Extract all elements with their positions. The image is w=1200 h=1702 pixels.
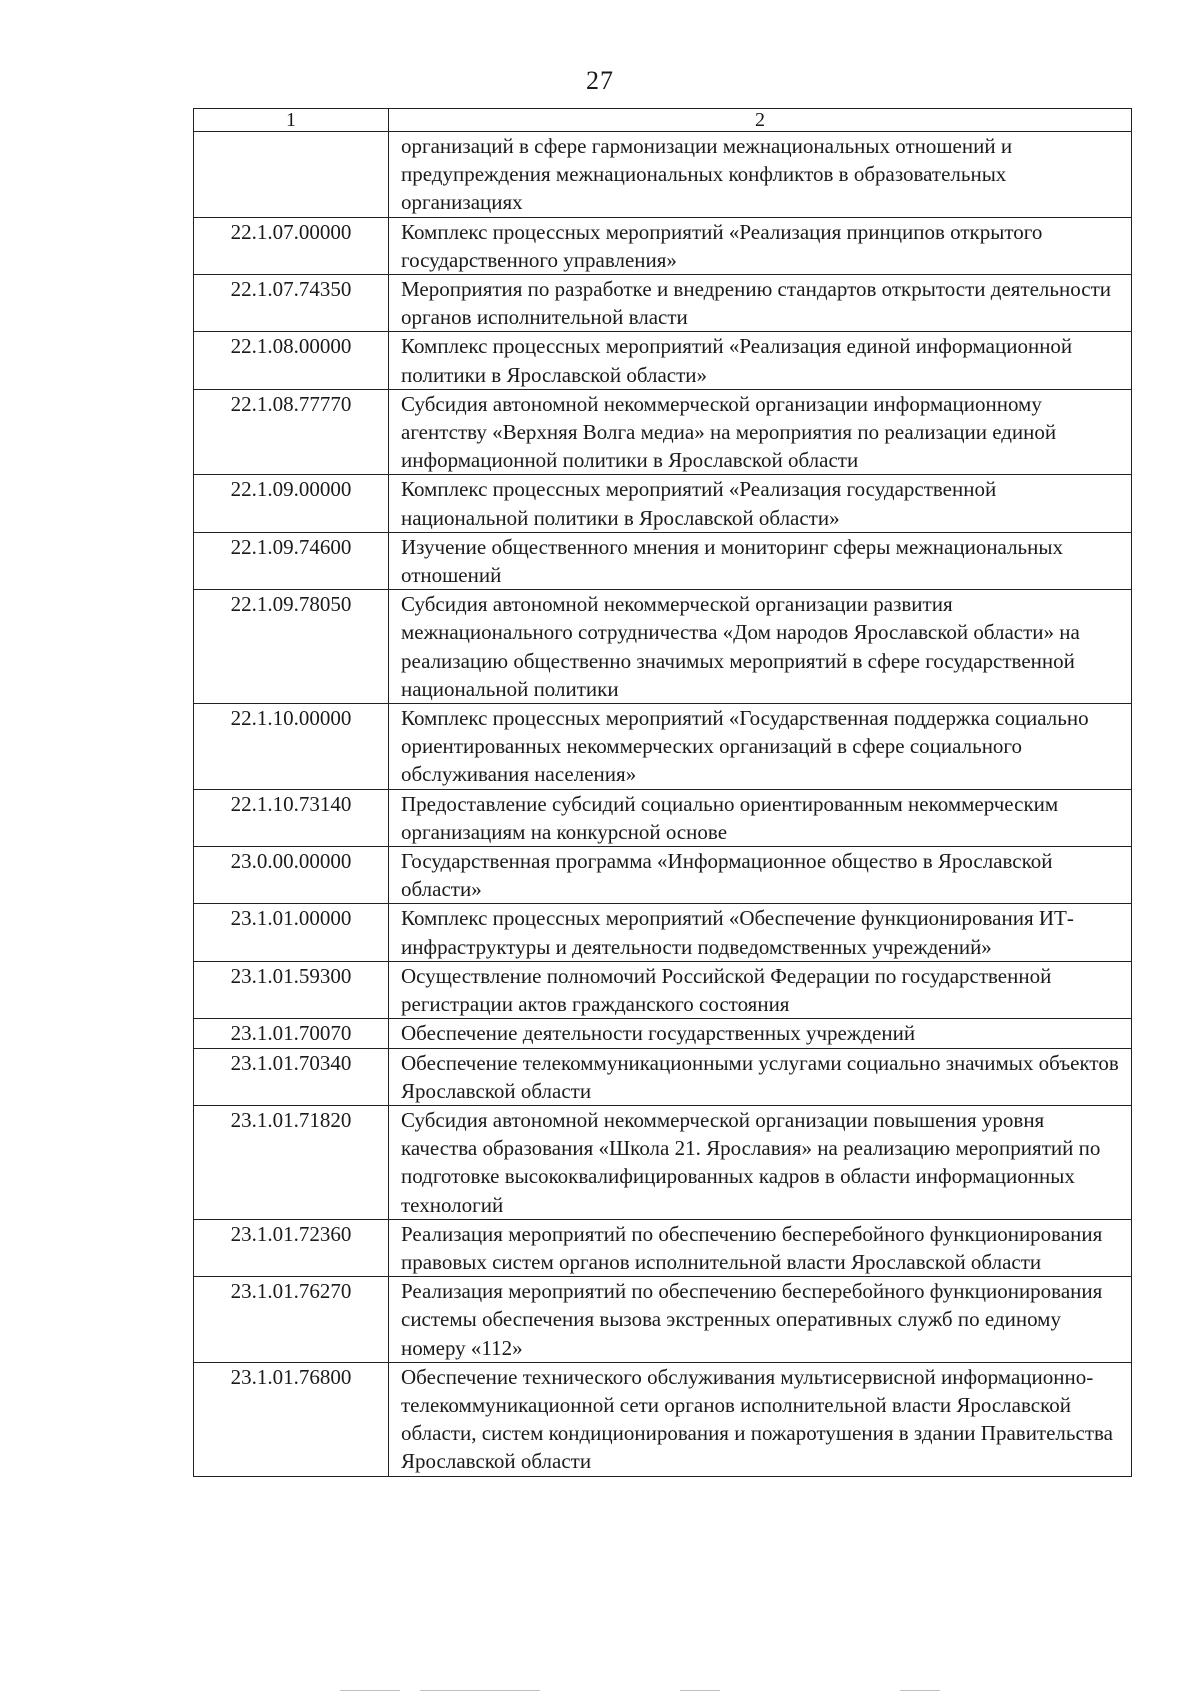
table-header-row	[194, 109, 1132, 132]
table-row	[194, 1105, 1132, 1219]
table-row	[194, 961, 1132, 1018]
row-code: 22.1.09.78050	[194, 590, 389, 704]
row-code: 23.1.01.72360	[194, 1219, 389, 1276]
row-description: Обеспечение деятельности государственных учреждений	[389, 1019, 1132, 1048]
budget-classification-table	[193, 108, 1132, 1477]
row-code: 23.1.01.71820	[194, 1105, 389, 1219]
row-description: Обеспечение технического обслуживания мультисервисной информационно-телекоммуникационной сети органов исполнительной власти Ярославской области, систем кондиционирования и пожаротушения в здании Правительства Ярославской области	[389, 1362, 1132, 1476]
table-row	[194, 132, 1132, 218]
row-code: 23.1.01.59300	[194, 961, 389, 1018]
row-description: Предоставление субсидий социально ориентированным некоммерческим организациям на конкурсной основе	[389, 789, 1132, 846]
row-description: Комплекс процессных мероприятий «Государственная поддержка социально ориентированных некоммерческих организаций в сфере социального обслуживания населения»	[389, 704, 1132, 790]
table-row	[194, 1019, 1132, 1048]
row-description: Мероприятия по разработке и внедрению стандартов открытости деятельности органов исполнительной власти	[389, 275, 1132, 332]
row-code: 22.1.10.00000	[194, 704, 389, 790]
scan-artifact	[340, 1690, 400, 1691]
row-description: Комплекс процессных мероприятий «Обеспечение функционирования ИТ-инфраструктуры и деятельности подведомственных учреждений»	[389, 904, 1132, 961]
row-code: 23.1.01.70070	[194, 1019, 389, 1048]
row-code: 22.1.08.00000	[194, 332, 389, 389]
row-description: организаций в сфере гармонизации межнациональных отношений и предупреждения межнациональных конфликтов в образовательных организациях	[389, 132, 1132, 218]
row-description: Субсидия автономной некоммерческой организации развития межнационального сотрудничества «Дом народов Ярославской области» на реализацию общественно значимых мероприятий в сфере государственной национальной политики	[389, 590, 1132, 704]
row-code: 23.1.01.00000	[194, 904, 389, 961]
row-description: Комплекс процессных мероприятий «Реализация единой информационной политики в Ярославской области»	[389, 332, 1132, 389]
row-description: Осуществление полномочий Российской Федерации по государственной регистрации актов гражданского состояния	[389, 961, 1132, 1018]
table-row	[194, 1362, 1132, 1476]
row-description: Изучение общественного мнения и мониторинг сферы межнациональных отношений	[389, 532, 1132, 589]
row-description: Субсидия автономной некоммерческой организации повышения уровня качества образования «Школа 21. Ярославия» на реализацию мероприятий по подготовке высококвалифицированных кадров в области информационных технологий	[389, 1105, 1132, 1219]
table-row	[194, 1277, 1132, 1363]
table-row	[194, 847, 1132, 904]
row-code: 22.1.09.00000	[194, 475, 389, 532]
row-description: Субсидия автономной некоммерческой организации информационному агентству «Верхняя Волга медиа» на мероприятия по реализации единой информационной политики в Ярославской области	[389, 389, 1132, 475]
row-description: Комплекс процессных мероприятий «Реализация принципов открытого государственного управления»	[389, 217, 1132, 274]
row-description: Реализация мероприятий по обеспечению бесперебойного функционирования правовых систем органов исполнительной власти Ярославской области	[389, 1219, 1132, 1276]
row-code	[194, 132, 389, 218]
page-number: 27	[586, 66, 614, 95]
row-code: 23.1.01.70340	[194, 1048, 389, 1105]
table-row	[194, 275, 1132, 332]
table-row	[194, 475, 1132, 532]
row-description: Реализация мероприятий по обеспечению бесперебойного функционирования системы обеспечения вызова экстренных оперативных служб по единому номеру «112»	[389, 1277, 1132, 1363]
table-row	[194, 1048, 1132, 1105]
scan-artifact	[680, 1690, 720, 1691]
table-row	[194, 590, 1132, 704]
scan-artifact	[420, 1690, 540, 1691]
row-code: 23.0.00.00000	[194, 847, 389, 904]
scan-artifact	[900, 1690, 940, 1691]
row-code: 22.1.07.00000	[194, 217, 389, 274]
row-code: 22.1.07.74350	[194, 275, 389, 332]
column-header-1: 1	[194, 109, 389, 132]
table-row	[194, 904, 1132, 961]
table-row	[194, 332, 1132, 389]
table-row	[194, 389, 1132, 475]
row-description: Обеспечение телекоммуникационными услугами социально значимых объектов Ярославской области	[389, 1048, 1132, 1105]
row-code: 22.1.08.77770	[194, 389, 389, 475]
row-code: 23.1.01.76270	[194, 1277, 389, 1363]
table-row	[194, 1219, 1132, 1276]
table-row	[194, 532, 1132, 589]
row-code: 22.1.10.73140	[194, 789, 389, 846]
table-row	[194, 789, 1132, 846]
row-code: 22.1.09.74600	[194, 532, 389, 589]
row-description: Комплекс процессных мероприятий «Реализация государственной национальной политики в Ярославской области»	[389, 475, 1132, 532]
column-header-2: 2	[389, 109, 1132, 132]
row-code: 23.1.01.76800	[194, 1362, 389, 1476]
table-row	[194, 217, 1132, 274]
row-description: Государственная программа «Информационное общество в Ярославской области»	[389, 847, 1132, 904]
table-row	[194, 704, 1132, 790]
